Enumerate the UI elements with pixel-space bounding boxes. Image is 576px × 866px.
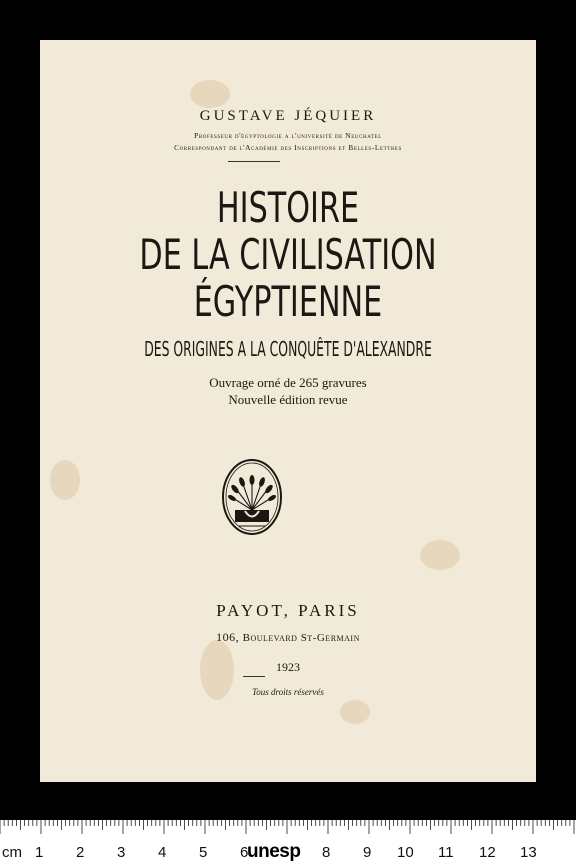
publisher-emblem-icon <box>221 458 283 536</box>
unesp-logo: unesp <box>247 841 301 862</box>
title-line-1: HISTOIRE <box>216 183 360 232</box>
ruler-label: 13 <box>520 844 537 861</box>
publisher-name: PAYOT, PARIS <box>216 601 360 620</box>
ruler-label: 12 <box>479 844 496 861</box>
ruler-label: 1 <box>35 844 44 861</box>
title-line-3: ÉGYPTIENNE <box>193 277 383 326</box>
author-name: GUSTAVE JÉQUIER <box>199 108 377 124</box>
paper-stain <box>50 460 80 500</box>
ruler-label: 10 <box>397 844 414 861</box>
measurement-ruler <box>0 820 576 866</box>
paper-stain <box>420 540 460 570</box>
ruler-unit: cm <box>2 844 22 861</box>
ruler-label: 5 <box>199 844 208 861</box>
rights-notice: Tous droits réservés <box>252 687 324 697</box>
publisher-address <box>40 630 536 645</box>
subtitle: DES ORIGINES A LA CONQUÊTE D'ALEXANDRE <box>144 337 432 361</box>
author-credential-2: Correspondant de l'Académie des Inscriptions et Belles-Lettres <box>174 143 402 152</box>
ruler-label: 4 <box>158 844 167 861</box>
title-line-2: DE LA CIVILISATION <box>139 230 437 279</box>
ruler-label: 3 <box>117 844 126 861</box>
ruler-label: 9 <box>363 844 372 861</box>
ruler-label: 11 <box>438 844 454 861</box>
address-number: 106, <box>216 630 240 644</box>
illustrations-note: Ouvrage orné de 265 gravures <box>209 375 367 390</box>
ruler-ticks <box>0 820 576 836</box>
ruler-label: 8 <box>322 844 331 861</box>
author-credential-1: Professeur d'égyptologie a l'université de Neuchatel <box>194 131 382 140</box>
divider-rule <box>243 676 265 677</box>
paper-stain <box>340 700 370 724</box>
address-street: Boulevard St-Germain <box>242 632 360 644</box>
publication-year: 1923 <box>276 660 300 674</box>
edition-note: Nouvelle édition revue <box>228 392 348 407</box>
ruler-label: 6 <box>240 844 249 861</box>
ruler-label: 2 <box>76 844 85 861</box>
book-page <box>40 40 536 782</box>
divider-rule <box>228 161 280 162</box>
paper-stain <box>190 80 230 108</box>
